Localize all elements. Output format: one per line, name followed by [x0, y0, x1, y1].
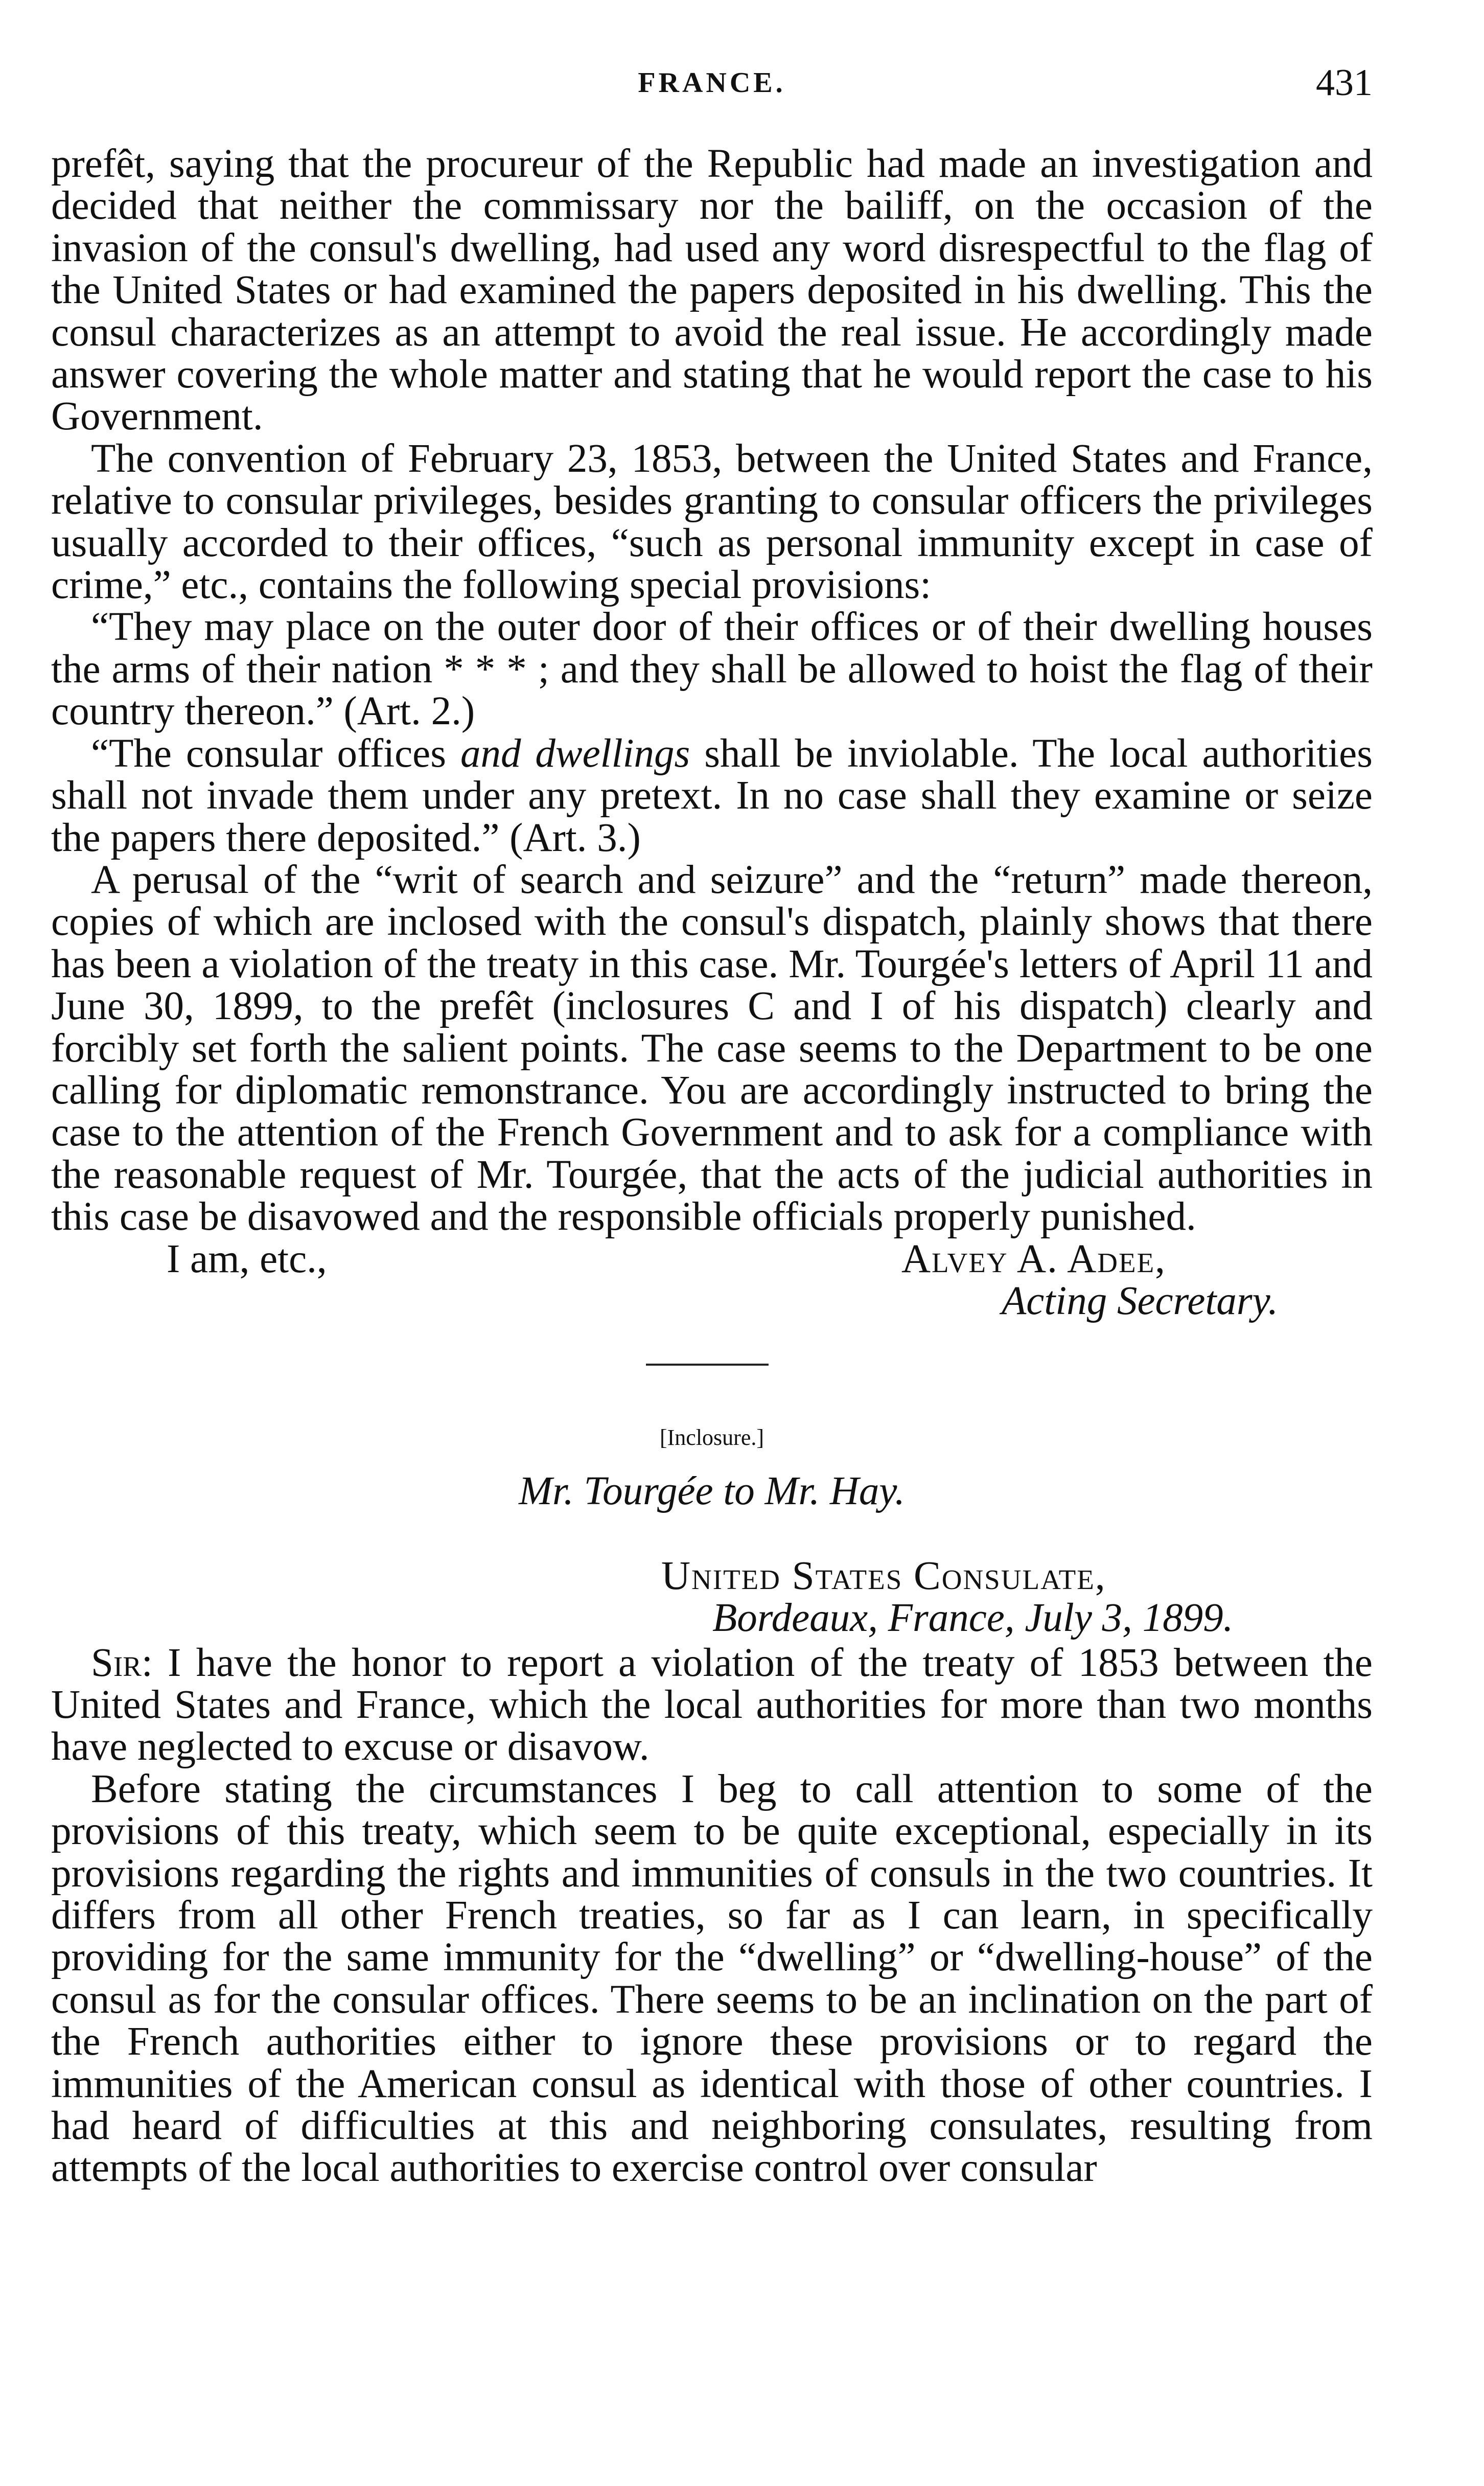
- quote-article-3: [51, 733, 1373, 859]
- paragraph-convention: The convention of February 23, 1853, between the United States and France, relative to consular privileges, besides granting to consular officers the privileges usually accorded to their offices, “such as personal immunity except in case of crime,” etc., contains the following special provisions:: [51, 436, 1373, 608]
- signer-name: Alvey A. Adee,: [901, 1236, 1166, 1281]
- quote-article-2: “They may place on the outer door of their offices or of their dwelling houses the arms of their nation * * * ; and they shall be allowed to hoist the flag of their country thereon.” (Art. 2.): [51, 605, 1373, 734]
- letter-place-date: Bordeaux, France, July 3, 1899.: [712, 1595, 1234, 1640]
- body-text: [51, 143, 1373, 2190]
- letter-paragraph-1-text: I have the honor to report a violation of the treaty of 1853 between the United States and France, which the local authorities for more than two months have neglected to excuse or disavow.: [51, 1640, 1373, 1769]
- letter-title: Mr. Tourgée to Mr. Hay.: [519, 1468, 905, 1513]
- closing-phrase: I am, etc.,: [167, 1236, 327, 1281]
- signer-title: Acting Secretary.: [1002, 1278, 1279, 1323]
- section-divider: [51, 1323, 1373, 1410]
- consulate-name: United States Consulate,: [661, 1553, 1106, 1598]
- running-title: FRANCE.: [638, 67, 786, 99]
- page-number: 431: [1316, 62, 1373, 104]
- paragraph-perusal: A perusal of the “writ of search and seizure” and the “return” made thereon, copies of which are inclosed with the consul's dispatch, plainly shows that there has been a violation of the treaty in this case. Mr. Tourgée's letters of April 11 and June 30, 1899, to the prefêt (inclosures C and I of his dispatch) clearly and forcibly set forth the salient points. The case seems to the Department to be one calling for diplomatic remonstrance. You are accordingly instructed to bring the case to the attention of the French Government and to ask for a compliance with the reasonable request of Mr. Tourgée, that the acts of the judicial authorities in this case be disavowed and the responsible officials properly punished.: [51, 857, 1373, 1239]
- quote-article-3-end: shall be inviolable. The local authorities shall not invade them under any pretext. In no case shall they examine or seize the papers there deposited.” (Art. 3.): [51, 731, 1373, 860]
- salutation: Sir:: [91, 1640, 153, 1685]
- quote-article-3-emphasis: and dwellings: [460, 731, 690, 776]
- paragraph-continued: prefêt, saying that the procureur of the Republic had made an investigation and decided that neither the commissary nor the bailiff, on the occasion of the invasion of the consul's dwelling, had used any word disrespectful to the flag of the United States or had examined the papers deposited in his dwelling. This the consul characterizes as an attempt to avoid the real issue. He accordingly made answer covering the whole matter and stating that he would report the case to his Government.: [51, 142, 1373, 439]
- page-header: [51, 61, 1373, 118]
- letter-heading: [51, 1555, 1373, 1642]
- letter-paragraph-1: [51, 1642, 1373, 1768]
- letter-paragraph-2: Before stating the circumstances I beg to call attention to some of the provisions of this treaty, which seem to be quite exceptional, especially in its provisions regarding the rights and immunities of consuls in the two countries. It differs from all other French treaties, so far as I can learn, in specifically providing for the same immunity for the “dwelling” or “dwelling-house” of the consul as for the consular offices. There seems to be an inclination on the part of the French authorities either to ignore these provisions or to regard the immunities of the American consul as identical with those of other countries. I had heard of difficulties at this and neighboring consulates, resulting from attempts of the local authorities to exercise control over consular: [51, 1766, 1373, 2191]
- inclosure-label: [Inclosure.]: [659, 1424, 764, 1450]
- divider-rule: [646, 1364, 769, 1366]
- quote-article-3-start: “The consular offices: [91, 731, 460, 776]
- signature-block: [51, 1238, 1373, 1323]
